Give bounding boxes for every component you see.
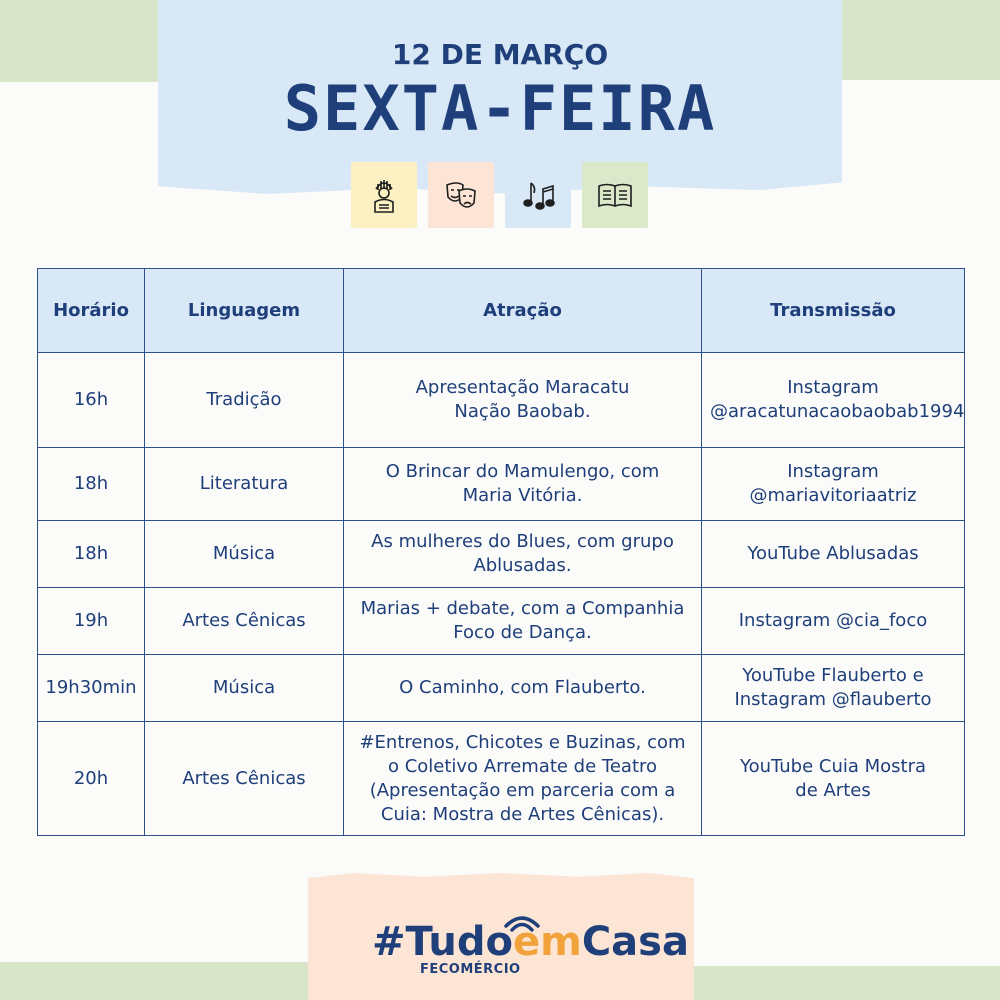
cell-atracao: As mulheres do Blues, com grupo Ablusadas.: [344, 521, 702, 588]
header-atracao: Atração: [344, 269, 702, 353]
cell-transmissao: YouTube Flauberto e Instagram @flauberto: [702, 655, 965, 722]
cell-horario: 16h: [38, 353, 145, 448]
cell-linguagem: Tradição: [145, 353, 344, 448]
table-row: [38, 448, 965, 521]
cell-horario: 20h: [38, 722, 145, 836]
cell-linguagem: Artes Cênicas: [145, 722, 344, 836]
cell-transmissao: Instagram @mariavitoriaatriz: [702, 448, 965, 521]
table-row: [38, 588, 965, 655]
cell-horario: 19h30min: [38, 655, 145, 722]
header-transmissao: Transmissão: [702, 269, 965, 353]
theater-masks-icon: [441, 175, 481, 215]
corner-decoration-bottom-left: [0, 962, 310, 1000]
schedule-table: [37, 268, 965, 836]
cell-horario: 18h: [38, 521, 145, 588]
tudoemcasa-logo: [372, 910, 689, 977]
cell-horario: 19h: [38, 588, 145, 655]
music-tile: [505, 162, 571, 228]
cell-atracao: O Caminho, com Flauberto.: [344, 655, 702, 722]
event-weekday: SEXTA-FEIRA: [283, 72, 717, 145]
cell-linguagem: Música: [145, 655, 344, 722]
cell-linguagem: Literatura: [145, 448, 344, 521]
table-row: [38, 521, 965, 588]
cell-transmissao: YouTube Ablusadas: [702, 521, 965, 588]
book-tile: [582, 162, 648, 228]
table-row: [38, 655, 965, 722]
logo-subtitle: FECOMÉRCIO: [420, 962, 521, 977]
header-horario: Horário: [38, 269, 145, 353]
cell-atracao: Marias + debate, com a Companhia Foco de Dança.: [344, 588, 702, 655]
cell-transmissao: Instagram @cia_foco: [702, 588, 965, 655]
table-row: [38, 722, 965, 836]
cell-linguagem: Música: [145, 521, 344, 588]
event-date: 12 DE MARÇO: [391, 38, 609, 71]
cell-atracao: #Entrenos, Chicotes e Buzinas, com o Coletivo Arremate de Teatro (Apresentação em parceria com a Cuia: Mostra de Artes Cênicas).: [344, 722, 702, 836]
cell-linguagem: Artes Cênicas: [145, 588, 344, 655]
logo-em-text: em: [513, 919, 582, 965]
cell-horario: 18h: [38, 448, 145, 521]
header-linguagem: Linguagem: [145, 269, 344, 353]
logo-hash-text: #Tudo: [372, 919, 513, 965]
category-icons: [351, 162, 648, 228]
table-row: [38, 353, 965, 448]
tradition-tile: [351, 162, 417, 228]
logo-text: [372, 919, 689, 965]
logo-casa-text: Casa: [581, 919, 689, 965]
corner-decoration-bottom-right: [690, 966, 1000, 1000]
cell-atracao: Apresentação Maracatu Nação Baobab.: [344, 353, 702, 448]
open-book-icon: [595, 175, 635, 215]
theater-tile: [428, 162, 494, 228]
cell-transmissao: YouTube Cuia Mostra de Artes: [702, 722, 965, 836]
tradition-figure-icon: [364, 175, 404, 215]
music-notes-icon: [518, 175, 558, 215]
table-header-row: [38, 269, 965, 353]
cell-transmissao: Instagram @aracatunacaobaobab1994: [702, 353, 965, 448]
cell-atracao: O Brincar do Mamulengo, com Maria Vitória.: [344, 448, 702, 521]
